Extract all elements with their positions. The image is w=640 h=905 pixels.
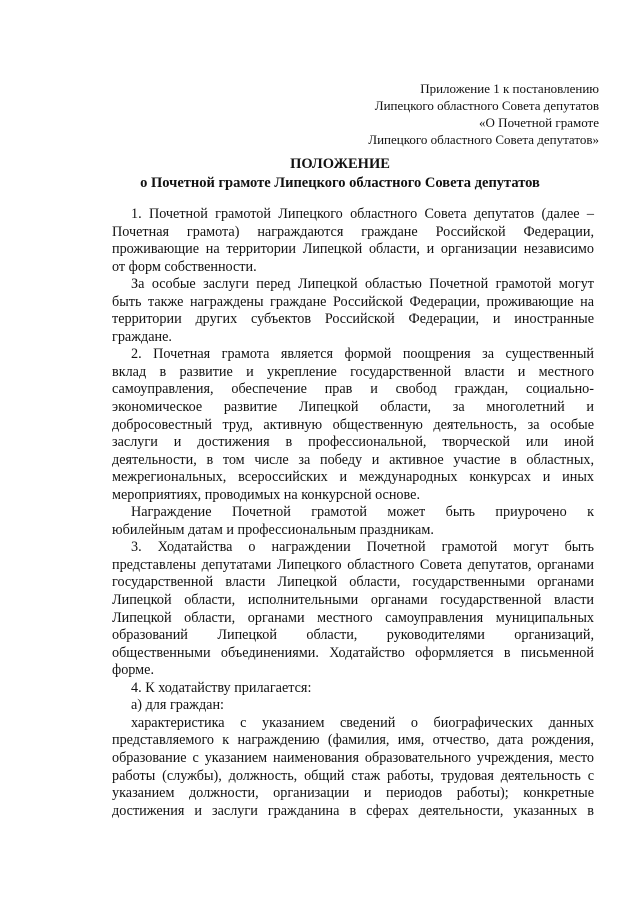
paragraph-line: достижения и заслуги гражданина в сферах деятельности, указанных в <box>112 802 594 819</box>
appendix-line: Липецкого областного Совета депутатов» <box>368 132 599 147</box>
paragraph <box>112 206 594 276</box>
document-title: ПОЛОЖЕНИЕ <box>290 156 390 172</box>
paragraph-line: образование с указанием наименования образовательного учреждения, место <box>112 749 594 766</box>
paragraph <box>112 680 594 698</box>
appendix-line: Липецкого областного Совета депутатов <box>374 98 599 113</box>
paragraph-line: деятельности, в том числе за победу и активное участие в областных, <box>112 451 594 468</box>
paragraph-line: представлены депутатами Липецкого областного Совета депутатов, органами <box>112 556 594 573</box>
paragraph-line: Липецкой области, исполнительными органами государственной власти <box>112 592 594 609</box>
paragraph-line: а) для граждан: <box>131 697 225 714</box>
paragraph-line: общественными объединениями. Ходатайство оформляется в письменной <box>112 644 594 661</box>
paragraph-line: мероприятиях, проводимых на конкурсной основе. <box>112 486 420 503</box>
paragraph <box>112 346 594 504</box>
paragraph <box>112 276 594 346</box>
paragraph-line: представляемого к награждению (фамилия, имя, отчество, дата рождения, <box>112 732 594 749</box>
paragraph-line: указанием должности, организации и периодов работы); конкретные <box>112 785 594 802</box>
paragraph-line: форме. <box>112 662 154 679</box>
document-subtitle: о Почетной грамоте Липецкого областного Совета депутатов <box>140 175 540 191</box>
document-heading <box>60 155 620 193</box>
paragraph-line: 1. Почетной грамотой Липецкого областного Совета депутатов (далее – <box>131 206 594 222</box>
paragraph-line: Липецкой области, органами местного самоуправления муниципальных <box>112 609 594 626</box>
paragraph-line: юбилейным датам и профессиональным праздникам. <box>112 521 434 538</box>
appendix-header <box>299 80 599 148</box>
paragraph-line: самоуправления, обеспечение прав и свобод граждан, социально- <box>112 381 594 398</box>
paragraph-line: территории других субъектов Российской Федерации, и иностранные <box>112 311 594 328</box>
paragraph-line: проживающие на территории Липецкой области, и организации независимо <box>112 241 594 258</box>
paragraph-line: добросовестный труд, активную общественную деятельность, за особые <box>112 416 594 433</box>
appendix-line: «О Почетной грамоте <box>479 115 599 130</box>
paragraph-line: межрегиональных, всероссийских и международных конкурсах и иных <box>112 469 594 486</box>
document-body <box>112 206 594 820</box>
paragraph-line: характеристика с указанием сведений о биографических данных <box>131 714 594 731</box>
paragraph <box>112 697 594 715</box>
paragraph-line: граждане. <box>112 328 172 345</box>
paragraph-line: Награждение Почетной грамотой может быть приурочено к <box>131 504 594 521</box>
paragraph-line: заслуги и достижения в профессиональной, творческой или иной <box>112 434 594 451</box>
paragraph <box>112 539 594 679</box>
paragraph-line: государственной власти Липецкой области, государственными органами <box>112 574 594 591</box>
paragraph <box>112 504 594 539</box>
paragraph-line: экономическое развитие Липецкой области, за многолетний и <box>112 399 594 416</box>
paragraph-line: 3. Ходатайства о награждении Почетной грамотой могут быть <box>131 539 594 556</box>
paragraph-line: За особые заслуги перед Липецкой областью Почетной грамотой могут <box>131 276 594 293</box>
paragraph-line: 2. Почетная грамота является формой поощрения за существенный <box>131 346 594 363</box>
paragraph-line: образований Липецкой области, руководителями организаций, <box>112 627 594 644</box>
paragraph-line: работы (службы), должность, общий стаж работы, трудовая деятельность с <box>112 767 594 784</box>
paragraph-line: Почетная грамота) награждаются граждане Российской Федерации, <box>112 223 594 240</box>
paragraph-line: 4. К ходатайству прилагается: <box>131 679 312 696</box>
appendix-line: Приложение 1 к постановлению <box>420 81 599 96</box>
paragraph-line: от форм собственности. <box>112 258 257 275</box>
paragraph <box>112 715 594 820</box>
paragraph-line: быть также награждены граждане Российской Федерации, проживающие на <box>112 293 594 310</box>
paragraph-line: вклад в развитие и укрепление государственной власти и местного <box>112 363 594 380</box>
